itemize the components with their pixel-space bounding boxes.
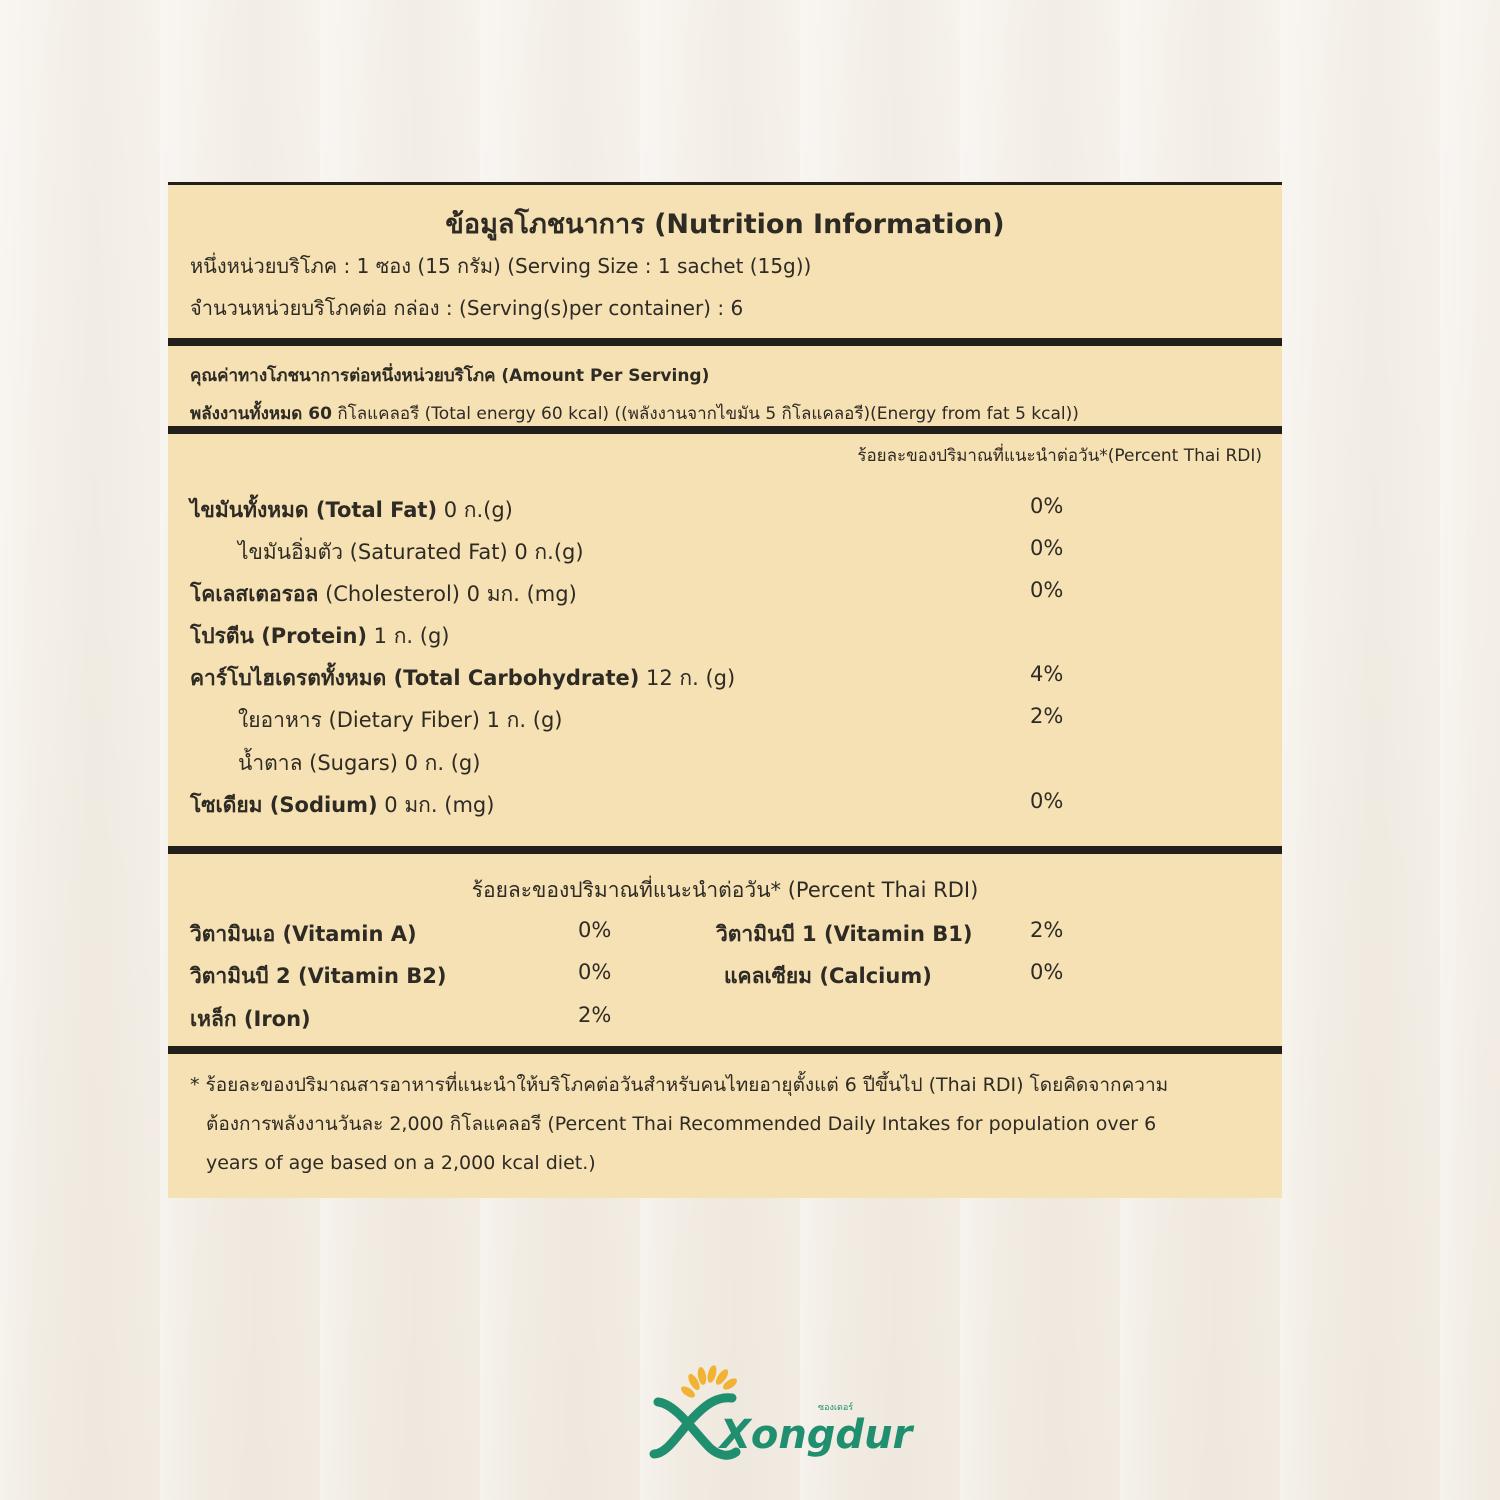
divider-thick [168,1046,1282,1054]
label-title: ข้อมูลโภชนาการ (Nutrition Information) [445,209,1005,240]
nutrient-amount: (Cholesterol) 0 มก. (mg) [318,582,577,606]
nutrition-label [168,182,1282,1198]
vitamin-percent: 2% [578,1003,612,1027]
vitamin-name: เหล็ก (Iron) [190,1007,311,1031]
nutrient-name: โซเดียม (Sodium) [190,793,378,817]
vitamin-name: วิตามินเอ (Vitamin A) [190,922,417,946]
nutrient-percent: 2% [1030,704,1064,728]
nutrient-row [238,536,584,569]
nutrient-row [238,747,480,780]
total-energy-bold: พลังงานทั้งหมด 60 [190,404,332,424]
footnote-line: years of age based on a 2,000 kcal diet.) [206,1152,596,1174]
nutrient-amount: น้ำตาล (Sugars) 0 ก. (g) [238,751,481,775]
divider-thick [168,846,1282,854]
nutrient-row [190,789,494,822]
nutrient-percent: 0% [1030,494,1064,518]
nutrient-percent: 0% [1030,536,1064,560]
nutrient-amount: 0 ก.(g) [437,498,513,522]
nutrient-row [190,620,450,653]
nutrient-name: ไขมันทั้งหมด (Total Fat) [190,498,438,522]
vitamin-name: วิตามินบี 2 (Vitamin B2) [190,964,447,988]
divider-thick [168,426,1282,434]
nutrient-amount: 0 มก. (mg) [377,793,495,817]
rdi-column-header: ร้อยละของปริมาณที่แนะนำต่อวัน*(Percent Thai RDI) [857,446,1262,466]
serving-size: หนึ่งหน่วยบริโภค : 1 ซอง (15 กรัม) (Serving Size : 1 sachet (15g)) [190,254,812,278]
nutrient-amount: ใยอาหาร (Dietary Fiber) 1 ก. (g) [238,708,563,732]
nutrient-percent: 0% [1030,578,1064,602]
vitamin-percent: 0% [578,960,612,984]
vitamin-percent: 2% [1030,918,1064,942]
brand-logo [636,1362,913,1472]
vitamin-name: แคลเซียม (Calcium) [724,964,932,988]
vitamin-name: วิตามินบี 1 (Vitamin B1) [716,922,973,946]
nutrient-percent: 4% [1030,662,1064,686]
brand-thai-name: ซองเดอร์ [818,1403,854,1413]
nutrient-row [190,494,513,527]
brand-wordmark: Xongdur [720,1412,913,1458]
total-energy [190,400,1079,427]
divider-thick [168,338,1282,346]
footnote [190,1066,1260,1183]
nutrient-name: คาร์โบไฮเดรตทั้งหมด (Total Carbohydrate) [190,666,640,690]
nutrient-amount: ไขมันอิ่มตัว (Saturated Fat) 0 ก.(g) [238,540,584,564]
top-rule [168,182,1282,185]
nutrient-row [190,662,735,695]
nutrient-amount: 12 ก. (g) [639,666,736,690]
nutrient-percent: 0% [1030,789,1064,813]
nutrient-name: โปรตีน (Protein) [190,624,367,648]
servings-per-container: จำนวนหน่วยบริโภคต่อ กล่อง : (Serving(s)per container) : 6 [190,296,744,320]
footnote-line: ต้องการพลังงานวันละ 2,000 กิโลแคลอรี (Percent Thai Recommended Daily Intakes for population over 6 [206,1113,1157,1135]
vitamin-percent: 0% [578,918,612,942]
footnote-line: * ร้อยละของปริมาณสารอาหารที่แนะนำให้บริโภคต่อวันสำหรับคนไทยอายุตั้งแต่ 6 ปีขึ้นไป (Thai RDI) โดยคิดจากความ [190,1074,1169,1096]
total-energy-rest: กิโลแคลอรี (Total energy 60 kcal) ((พลังงานจากไขมัน 5 กิโลแคลอรี)(Energy from fat 5 kcal)) [331,404,1079,424]
vitamin-percent: 0% [1030,960,1064,984]
vitamins-heading: ร้อยละของปริมาณที่แนะนำต่อวัน* (Percent Thai RDI) [471,878,979,902]
nutrient-amount: 1 ก. (g) [367,624,450,648]
nutrient-name: โคเลสเตอรอล [190,582,319,606]
nutrient-row [238,704,562,737]
nutrient-row [190,578,577,611]
brand-logo-graphic [636,1362,913,1472]
amount-per-serving-heading: คุณค่าทางโภชนาการต่อหนึ่งหน่วยบริโภค (Amount Per Serving) [190,366,710,386]
